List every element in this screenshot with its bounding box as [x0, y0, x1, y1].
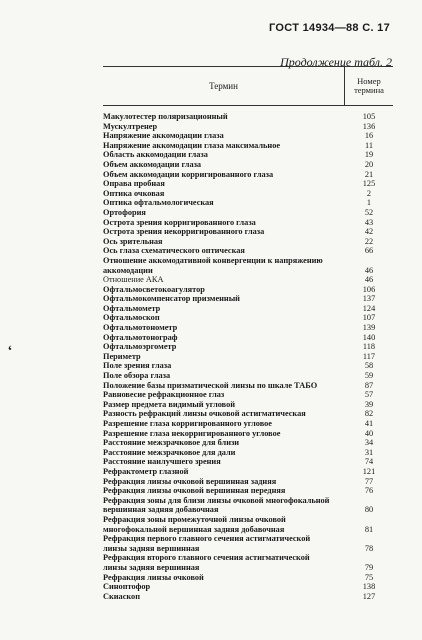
term-cell: Рефракция второго главного сечения астигматической линзы задняя вершинная: [103, 553, 310, 572]
term-number-cell: 77: [364, 476, 374, 486]
table-row: [103, 496, 393, 515]
term-cell: Скиаскоп: [103, 591, 140, 601]
term-number-cell: 124: [362, 303, 376, 313]
term-number-cell: 39: [364, 399, 374, 409]
terms-table: [103, 66, 393, 601]
term-number-cell: 42: [364, 227, 374, 237]
term-cell: Ось глаза схематического оптическая: [103, 246, 245, 256]
table-row: [103, 592, 393, 602]
term-cell: Ортофория: [103, 207, 146, 217]
margin-mark: ʻ: [6, 343, 14, 360]
table-row: [103, 467, 393, 477]
term-number-cell: 107: [362, 313, 376, 323]
term-number-cell: 31: [364, 447, 374, 457]
term-number-cell: 74: [364, 457, 374, 467]
term-number-cell: 138: [362, 582, 376, 592]
term-number-cell: 46: [364, 275, 374, 285]
table-row: [103, 227, 393, 237]
table-row: [103, 409, 393, 419]
table-row: [103, 313, 393, 323]
term-number-cell: 20: [364, 159, 374, 169]
term-cell: Напряжение аккомодации глаза: [103, 131, 224, 141]
table-row: [103, 342, 393, 352]
table-row: [103, 457, 393, 467]
term-number-cell: 79: [364, 562, 374, 572]
table-row: [103, 534, 393, 553]
term-cell: Рефракция линзы очковой вершинная передняя: [103, 486, 286, 496]
term-cell: Острота зрения некорригированного глаза: [103, 227, 265, 237]
table-row: [103, 256, 393, 275]
term-number-cell: 80: [364, 505, 374, 515]
table-row: [103, 515, 393, 534]
term-cell: Офтальмосветокоагулятор: [103, 284, 205, 294]
term-number-cell: 46: [364, 265, 374, 275]
term-number-cell: 52: [364, 207, 374, 217]
term-cell: Периметр: [103, 351, 141, 361]
term-cell: Рефракция линзы очковой: [103, 572, 204, 582]
table-row: [103, 477, 393, 487]
term-cell: Размер предмета видимый угловой: [103, 399, 236, 409]
table-row: [103, 208, 393, 218]
table-row: [103, 285, 393, 295]
term-cell: Офтальмоскоп: [103, 313, 160, 323]
term-number-cell: 43: [364, 217, 374, 227]
term-cell: Разрешение глаза некорригированного угловое: [103, 428, 281, 438]
term-number-cell: 136: [362, 121, 376, 131]
term-cell: Рефракция первого главного сечения астигматической линзы задняя вершинная: [103, 534, 311, 553]
table-row: [103, 419, 393, 429]
term-cell: Макулотестер поляризационный: [103, 112, 228, 121]
term-cell: Разрешение глаза корригированного угловое: [103, 419, 272, 428]
term-number-cell: 16: [364, 131, 374, 141]
term-cell: Разность рефракций линзы очковой астигматическая: [103, 409, 306, 419]
table-row: [103, 429, 393, 439]
term-cell: Поле обзора глаза: [103, 371, 171, 381]
term-number-cell: 57: [364, 390, 374, 400]
table-row: [103, 400, 393, 410]
term-cell: Отношение аккомодативной конвергенции к напряжению аккомодации: [103, 255, 323, 275]
term-number-cell: 139: [362, 323, 376, 333]
term-cell: Офтальмометр: [103, 303, 161, 313]
table-row: [103, 323, 393, 333]
term-cell: Объем аккомодации глаза: [103, 159, 202, 169]
table-row: [103, 122, 393, 132]
term-cell: Офтальмокомпенсатор призменный: [103, 294, 240, 304]
term-number-cell: 137: [362, 294, 376, 304]
table-row: [103, 390, 393, 400]
column-header-term: Термин: [103, 67, 345, 105]
term-cell: Поле зрения глаза: [103, 361, 172, 371]
term-number-cell: 75: [364, 572, 374, 582]
table-row: [103, 150, 393, 160]
term-number-cell: 40: [364, 428, 374, 438]
term-number-cell: 81: [364, 524, 374, 534]
table-row: [103, 275, 393, 285]
term-number-cell: 106: [362, 284, 376, 294]
term-number-cell: 22: [364, 236, 374, 246]
term-cell: Ось зрительная: [103, 236, 163, 246]
table-row: [103, 170, 393, 180]
term-cell: Отношение АКА: [103, 275, 164, 285]
term-number-cell: 41: [364, 419, 374, 428]
term-cell: Острота зрения корригированного глаза: [103, 217, 256, 227]
term-cell: Расстояние наилучшего зрения: [103, 457, 221, 467]
table-row: [103, 198, 393, 208]
term-number-cell: 121: [362, 466, 376, 476]
term-cell: Напряжение аккомодации глаза максимальное: [103, 140, 281, 150]
table-row: [103, 361, 393, 371]
term-cell: Равновесие рефракционное глаз: [103, 390, 225, 400]
table-row: [103, 294, 393, 304]
table-row: [103, 486, 393, 496]
term-cell: Объем аккомодации корригированного глаза: [103, 169, 274, 179]
table-row: [103, 237, 393, 247]
table-header: [103, 67, 393, 106]
term-cell: Офтальмоэргометр: [103, 342, 177, 352]
term-number-cell: 76: [364, 486, 374, 496]
table-row: [103, 438, 393, 448]
term-number-cell: 2: [366, 188, 372, 198]
term-cell: Положение базы призматической линзы по шкале ТАБО: [103, 380, 318, 390]
term-cell: Рефракция линзы очковой вершинная задняя: [103, 476, 277, 486]
term-cell: Офтальмотонограф: [103, 332, 178, 342]
term-cell: Оправа пробная: [103, 179, 165, 189]
term-number-cell: 82: [364, 409, 374, 419]
table-row: [103, 160, 393, 170]
term-number-cell: 21: [364, 169, 374, 179]
term-number-cell: 34: [364, 438, 374, 448]
term-number-cell: 58: [364, 361, 374, 371]
term-cell: Мускултренер: [103, 121, 158, 131]
term-cell: Оптика офтальмологическая: [103, 198, 214, 208]
table-row: [103, 333, 393, 343]
table-row: [103, 553, 393, 572]
term-number-cell: 105: [362, 112, 376, 121]
table-row: [103, 448, 393, 458]
term-number-cell: 125: [362, 179, 376, 189]
table-row: [103, 352, 393, 362]
term-number-cell: 19: [364, 150, 374, 160]
term-cell: Расстояние межзрачковое для близи: [103, 438, 240, 448]
table-row: [103, 381, 393, 391]
table-row: [103, 218, 393, 228]
term-number-cell: 87: [364, 380, 374, 390]
table-row: [103, 189, 393, 199]
column-header-number: Номер термина: [354, 75, 384, 95]
page-header: ГОСТ 14934—88 С. 17: [269, 22, 390, 34]
table-row: [103, 573, 393, 583]
term-number-cell: 1: [366, 198, 372, 208]
table-row: [103, 179, 393, 189]
term-number-cell: 127: [362, 591, 376, 601]
table-row: [103, 582, 393, 592]
table-row: [103, 246, 393, 256]
table-continuation-label: Продолжение табл. 2: [280, 55, 392, 69]
term-number-cell: 140: [362, 332, 376, 342]
term-cell: Синоптофор: [103, 582, 151, 592]
term-number-cell: 11: [365, 140, 373, 150]
term-number-cell: 117: [362, 351, 376, 361]
table-row: [103, 371, 393, 381]
term-cell: Расстояние межзрачковое для дали: [103, 447, 236, 457]
term-cell: Область аккомодации глаза: [103, 150, 208, 160]
term-number-cell: 78: [364, 543, 374, 553]
term-cell: Офтальмотонометр: [103, 323, 178, 333]
table-row: [103, 304, 393, 314]
table-body: [103, 106, 393, 601]
table-row: [103, 141, 393, 151]
term-cell: Рефрактометр глазной: [103, 466, 189, 476]
term-number-cell: 59: [364, 371, 374, 381]
term-number-cell: 66: [364, 246, 374, 256]
term-cell: Рефракция зоны для близи линзы очковой многофокальной вершинная задняя добавочная: [103, 495, 330, 515]
table-row: [103, 112, 393, 122]
term-number-cell: 118: [362, 342, 376, 352]
table-row: [103, 131, 393, 141]
term-cell: Оптика очковая: [103, 188, 165, 198]
term-cell: Рефракция зоны промежуточной линзы очковой многофокальной вершинная задняя добавочная: [103, 514, 286, 534]
